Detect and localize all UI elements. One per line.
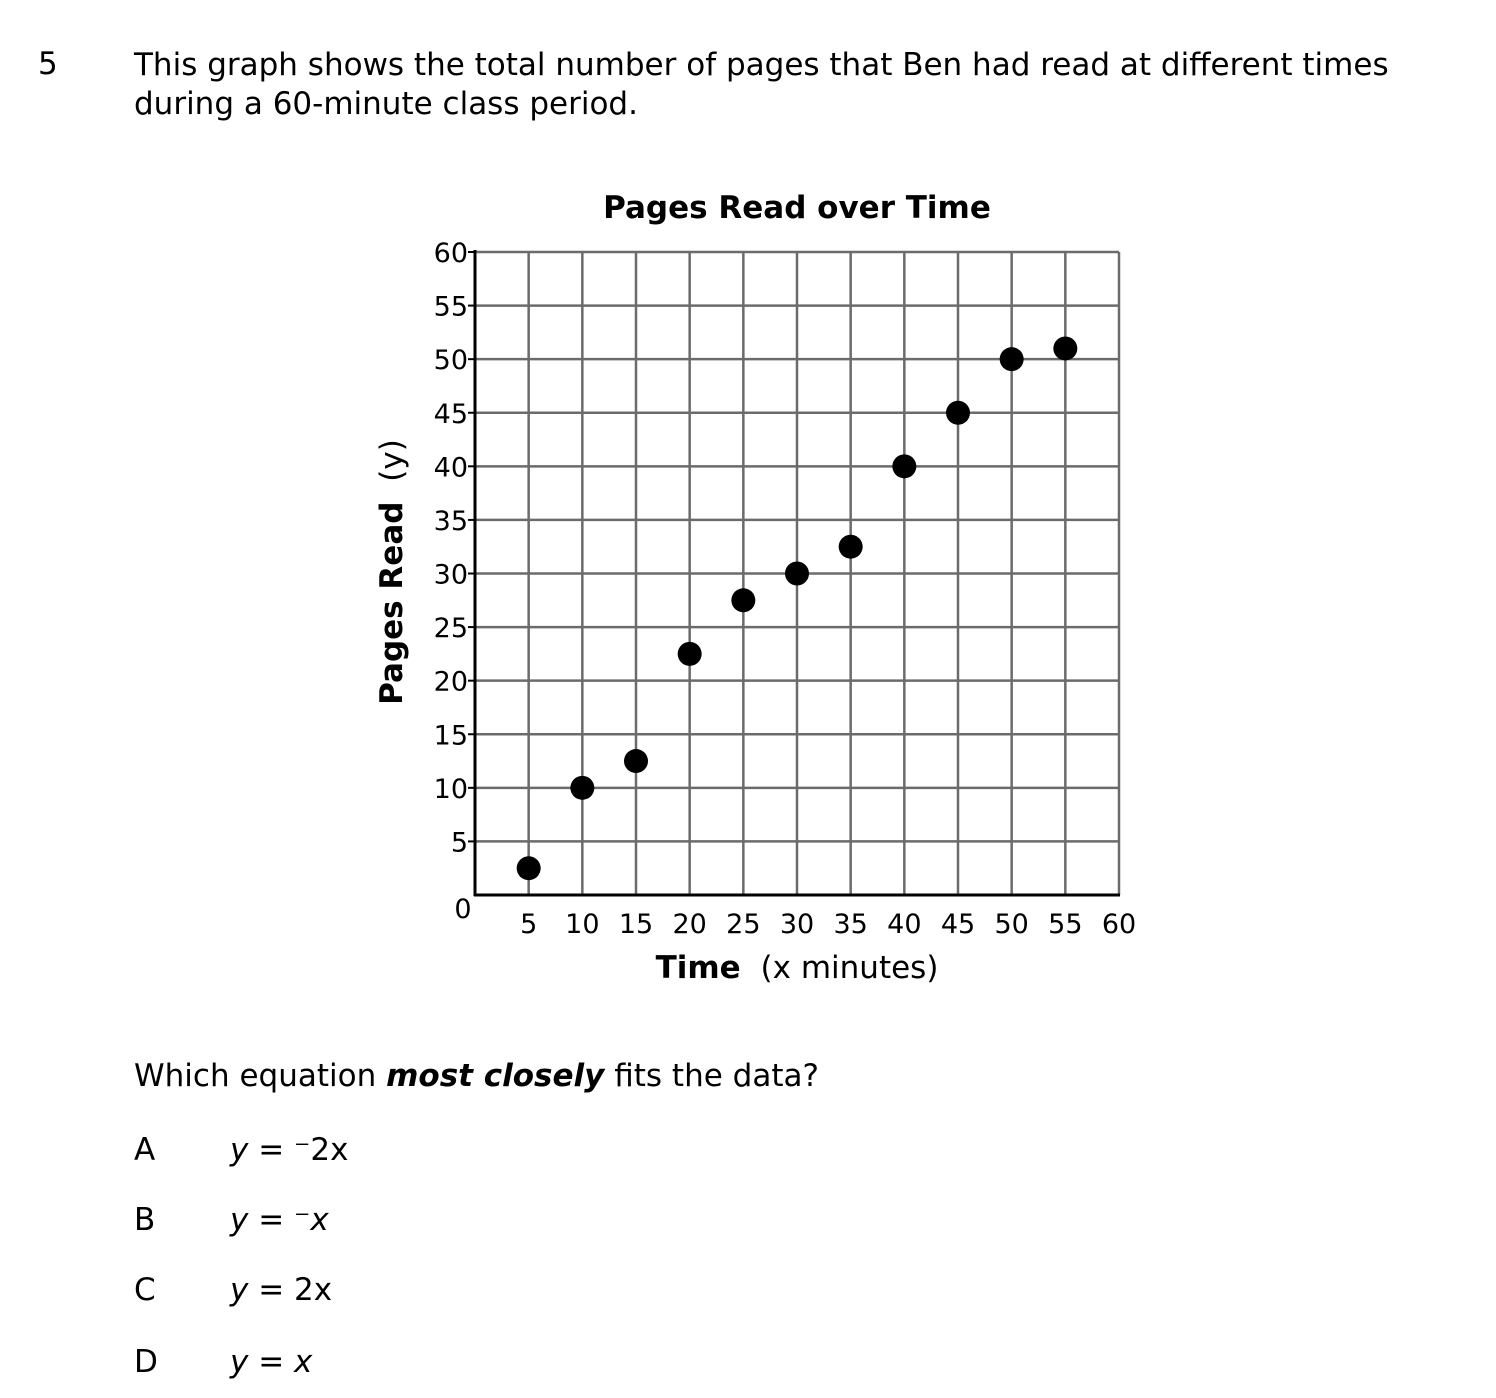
x-axis-label-bold: Time [655,950,741,986]
y-tick-label: 10 [433,773,468,805]
y-tick-label: 60 [433,238,468,269]
ask-emphasis: most closely [386,1058,605,1094]
choice-letter: A [134,1132,156,1168]
x-tick-label: 45 [940,909,976,940]
x-axis-label-rest: (x minutes) [760,950,939,986]
x-tick-labels [520,909,1136,940]
data-point [570,776,594,800]
data-point [517,856,541,880]
x-tick-label: 15 [618,909,654,940]
chart-title: Pages Read over Time [603,190,991,226]
x-tick-label: 25 [726,909,761,940]
prompt-line-1: This graph shows the total number of pages that Ben had read at different times [134,47,1389,83]
data-point [731,588,755,612]
y-tick-label: 15 [433,720,468,752]
ask-post: fits the data? [604,1058,819,1094]
x-axis-label [656,950,939,986]
y-axis-label [374,439,410,705]
ask-pre: Which equation [134,1058,387,1094]
x-tick-label: 60 [1101,909,1137,940]
choice-letter: D [134,1344,158,1380]
data-point [1000,347,1024,371]
choice-equation: y = x [230,1344,313,1380]
y-tick-label: 5 [450,827,468,859]
origin-label: 0 [454,894,472,925]
data-point [839,535,863,559]
x-tick-label: 55 [1048,909,1083,940]
choice-letter: C [134,1272,156,1308]
y-tick-label: 40 [433,452,468,484]
y-tick-label: 20 [433,666,468,698]
y-tick-label: 50 [433,345,468,377]
choice-letter: B [134,1202,156,1238]
data-point [624,749,648,773]
data-point [678,642,702,666]
y-tick-labels [434,238,468,858]
y-tick-label: 35 [433,505,468,537]
x-tick-label: 5 [520,909,538,940]
x-tick-label: 30 [779,909,815,940]
y-tick-label: 25 [433,613,468,645]
question-ask [134,1058,819,1094]
choice-equation: y = ⁻2x [230,1132,349,1168]
x-tick-label: 10 [565,909,600,940]
data-point [946,401,970,425]
x-tick-label: 35 [833,909,868,940]
x-tick-label: 40 [887,909,922,940]
question-number: 5 [38,46,58,82]
y-tick-label: 55 [433,291,468,323]
y-tick-label: 30 [433,559,468,591]
data-point [1053,336,1077,360]
y-axis-label-bold: Pages Read [374,501,410,705]
prompt-line-2: during a 60-minute class period. [134,86,638,122]
y-axis-label-rest: (y) [374,439,410,482]
data-point [892,454,916,478]
x-tick-label: 20 [672,909,707,940]
choice-equation: y = ⁻x [230,1202,329,1238]
x-tick-label: 50 [994,909,1029,940]
y-tick-label: 45 [433,398,468,430]
choice-equation: y = 2x [230,1272,333,1308]
data-point [785,562,809,586]
